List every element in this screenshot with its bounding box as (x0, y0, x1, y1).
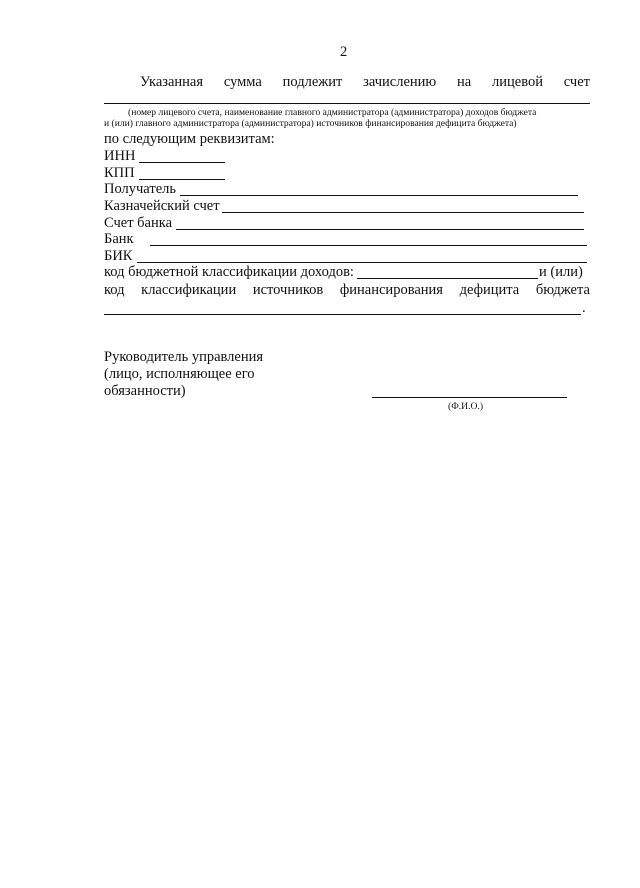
financing-word: источников (252, 282, 324, 298)
note-line-2: и (или) главного администратора (администратора) источников финансирования дефицита бюджета) (104, 118, 517, 129)
kbk-label: код бюджетной классификации доходов: (104, 264, 354, 280)
signature-title-line-1: Руководитель управления (104, 349, 264, 365)
end-dot: . (582, 300, 586, 316)
inn-label: ИНН (104, 148, 136, 164)
signature-title-line-2: (лицо, исполняющее его (104, 366, 255, 382)
kpp-blank (139, 179, 225, 180)
bank-label: Банк (104, 231, 134, 247)
kbk-blank (357, 278, 538, 279)
financing-word: код (104, 282, 125, 298)
and-or-label: и (или) (539, 264, 583, 280)
signature-title-line-3: обязанности) (104, 383, 186, 399)
financing-word: финансирования (339, 282, 443, 298)
kpp-label: КПП (104, 165, 135, 181)
financing-word: классификации (141, 282, 237, 298)
intro-word: Указанная (140, 74, 204, 90)
fio-caption: (Ф.И.О.) (448, 401, 484, 412)
treasury-account-label: Казначейский счет (104, 198, 220, 214)
recipient-blank (180, 195, 578, 196)
financing-word: дефицита (459, 282, 520, 298)
financing-sentence (104, 282, 590, 299)
intro-word: зачислению (363, 74, 437, 90)
bank-account-blank (176, 229, 584, 230)
bik-label: БИК (104, 248, 133, 264)
intro-sentence (140, 74, 590, 91)
intro-word: счет (563, 74, 590, 90)
page-number: 2 (340, 44, 348, 60)
intro-word: лицевой (492, 74, 543, 90)
inn-blank (139, 162, 225, 163)
note-line-1: (номер лицевого счета, наименование главного администратора (администратора) доходов бюджета (128, 107, 537, 118)
bank-account-label: Счет банка (104, 215, 173, 231)
intro-word: подлежит (282, 74, 343, 90)
financing-code-blank (104, 314, 581, 315)
account-blank-line (104, 103, 590, 104)
financing-word: бюджета (535, 282, 590, 298)
treasury-account-blank (222, 212, 584, 213)
signature-blank (372, 397, 567, 398)
bik-blank (137, 262, 587, 263)
requisites-intro: по следующим реквизитам: (104, 131, 275, 147)
recipient-label: Получатель (104, 181, 176, 197)
bank-blank (150, 245, 587, 246)
intro-word: на (457, 74, 472, 90)
intro-word: сумма (223, 74, 262, 90)
